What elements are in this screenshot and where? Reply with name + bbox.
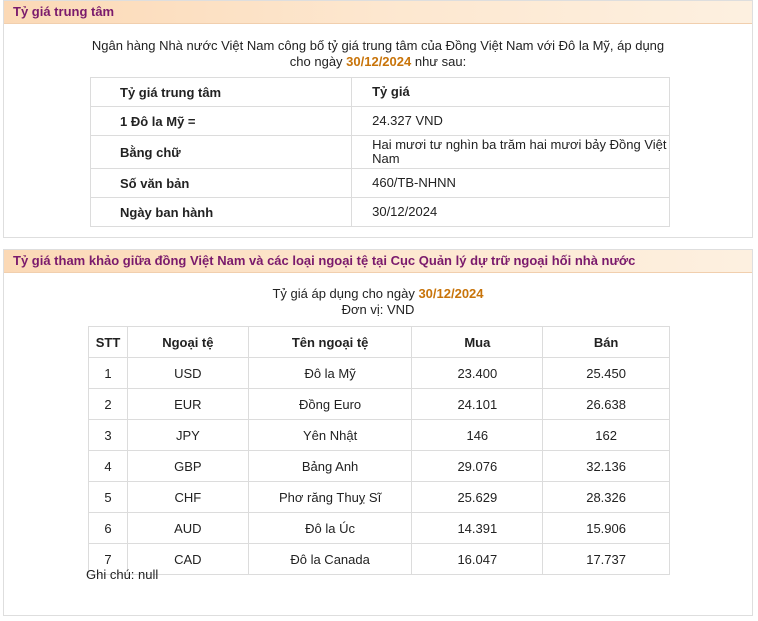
table-cell: 28.326 [543,482,670,513]
reference-rate-intro [4,286,752,318]
table-cell: 25.450 [543,358,670,389]
reference-rate-date: 30/12/2024 [418,286,484,301]
table-cell: 1 [89,358,128,389]
table-cell: 26.638 [543,389,670,420]
table-cell: 29.076 [412,451,543,482]
table-row [89,358,670,389]
table-cell: JPY [127,420,248,451]
intro-line2-suffix: như sau: [411,54,467,69]
applied-prefix: Tỷ giá áp dụng cho ngày [272,286,419,301]
table-cell: 14.391 [412,513,543,544]
row-label: Ngày ban hành [91,198,352,227]
table-cell: Bảng Anh [248,451,412,482]
table-header-row [89,327,670,358]
table-row [91,169,670,198]
intro-line2-prefix: cho ngày [289,54,347,69]
column-header: Tên ngoại tệ [248,327,412,358]
column-header: Mua [412,327,543,358]
row-value: Tỷ giá [352,78,670,107]
row-value: 24.327 VND [352,107,670,136]
table-row [89,482,670,513]
table-cell: 16.047 [412,544,543,575]
table-row [89,389,670,420]
table-row [91,136,670,169]
table-cell: Phơ răng Thuỵ Sĩ [248,482,412,513]
table-cell: GBP [127,451,248,482]
reference-rate-table [88,326,670,575]
central-rate-date: 30/12/2024 [346,54,412,69]
table-row [91,198,670,227]
column-header: Bán [543,327,670,358]
table-row [89,420,670,451]
table-cell: AUD [127,513,248,544]
table-row [89,544,670,575]
table-cell: 4 [89,451,128,482]
table-cell: Yên Nhật [248,420,412,451]
table-cell: 24.101 [412,389,543,420]
table-row [91,78,670,107]
table-cell: 32.136 [543,451,670,482]
table-cell: 162 [543,420,670,451]
table-row [89,513,670,544]
table-cell: 23.400 [412,358,543,389]
table-cell: Đồng Euro [248,389,412,420]
table-cell: CHF [127,482,248,513]
table-cell: Đô la Canada [248,544,412,575]
intro-line-1: Ngân hàng Nhà nước Việt Nam công bố tỷ giá trung tâm của Đồng Việt Nam với Đô la Mỹ, áp dụng [91,38,665,53]
table-cell: 7 [89,544,128,575]
row-label: 1 Đô la Mỹ = [91,107,352,136]
table-cell: 15.906 [543,513,670,544]
table-cell: EUR [127,389,248,420]
row-label: Bằng chữ [91,136,352,169]
table-cell: 146 [412,420,543,451]
table-cell: Đô la Mỹ [248,358,412,389]
intro-line-2 [4,54,752,70]
table-row [91,107,670,136]
central-rate-header: Tỷ giá trung tâm [4,1,752,24]
table-cell: 5 [89,482,128,513]
row-label: Tỷ giá trung tâm [91,78,352,107]
row-value: Hai mươi tư nghìn ba trăm hai mươi bảy Đồng Việt Nam [352,136,670,169]
table-row [89,451,670,482]
table-cell: CAD [127,544,248,575]
table-cell: 25.629 [412,482,543,513]
note-text: Ghi chú: null [86,567,159,582]
table-cell: 3 [89,420,128,451]
table-cell: 17.737 [543,544,670,575]
table-cell: 2 [89,389,128,420]
reference-rate-panel [3,249,753,616]
unit-label: Đơn vị: VND [341,302,415,317]
row-label: Số văn bản [91,169,352,198]
central-rate-table [90,77,670,227]
column-header: Ngoại tệ [127,327,248,358]
central-rate-intro [4,38,752,70]
table-cell: 6 [89,513,128,544]
row-value: 30/12/2024 [352,198,670,227]
row-value: 460/TB-NHNN [352,169,670,198]
reference-rate-header: Tỷ giá tham khảo giữa đồng Việt Nam và các loại ngoại tệ tại Cục Quản lý dự trữ ngoại hối nhà nước [4,250,752,273]
column-header: STT [89,327,128,358]
table-cell: Đô la Úc [248,513,412,544]
central-rate-panel [3,0,753,238]
applied-date-line [4,286,752,302]
table-cell: USD [127,358,248,389]
